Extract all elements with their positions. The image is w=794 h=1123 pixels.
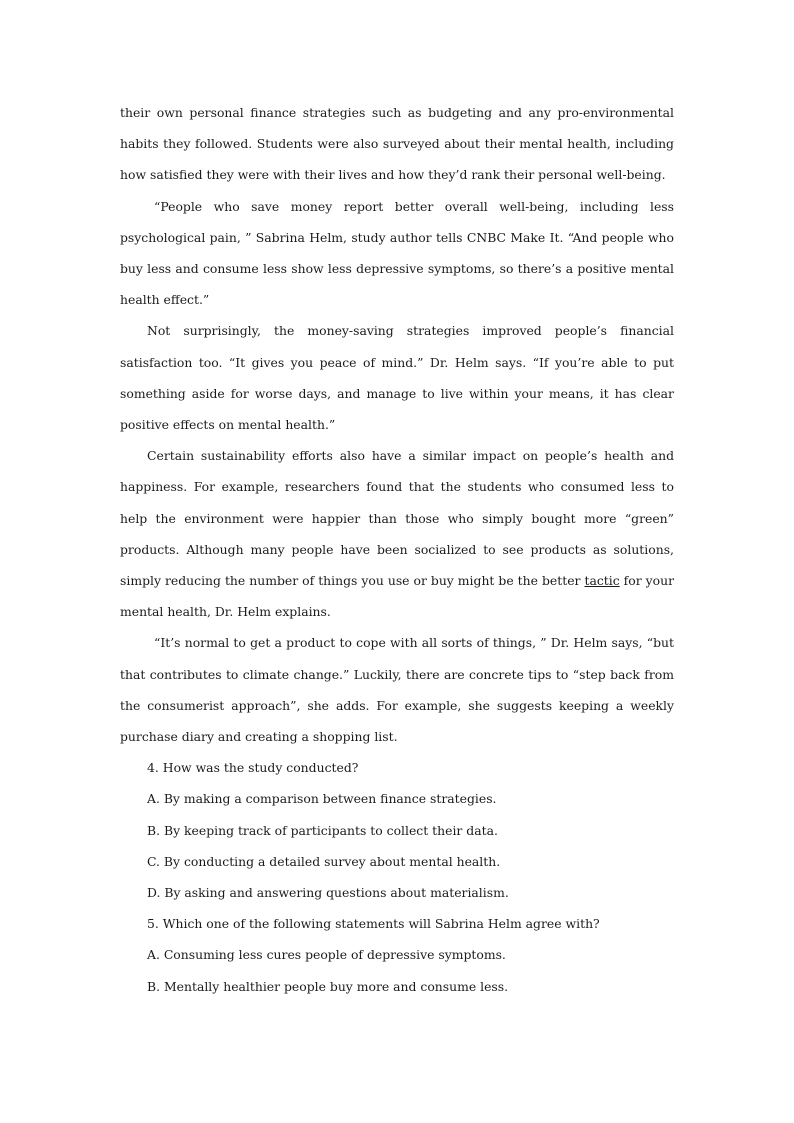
question-5 <box>120 908 674 1002</box>
paragraph-4 <box>120 440 674 627</box>
question-5-stem: 5. Which one of the following statements will Sabrina Helm agree with? <box>147 916 600 932</box>
reading-passage <box>120 97 674 1002</box>
paragraph-3: Not surprisingly, the money-saving strategies improved people’s financial satisfaction too. “It gives you peace of mind.” Dr. Helm says. “If you’re able to put something aside for worse days, and manage to live within your means, it has clear positive effects on mental health.” <box>120 323 674 433</box>
paragraph-4-text-start: Certain sustainability efforts also have a similar impact on people’s health and happiness. For example, researchers found that the students who consumed less to help the environment were happier than those who simply bought more “green” products. Although many people have been socialized to see products as solutions, simply reducing the number of things you use or buy might be the better <box>120 448 674 589</box>
paragraph-1: their own personal finance strategies such as budgeting and any pro-environmental habits they followed. Students were also surveyed about their mental health, including how satisfied they were with their lives and how they’d rank their personal well-being. <box>120 105 674 183</box>
underlined-word-tactic: tactic <box>584 573 620 589</box>
question-4-option-b: B. By keeping track of participants to collect their data. <box>147 822 498 838</box>
question-5-option-a: A. Consuming less cures people of depressive symptoms. <box>147 947 506 963</box>
question-4-option-a: A. By making a comparison between finance strategies. <box>147 791 497 807</box>
question-5-option-b: B. Mentally healthier people buy more and consume less. <box>147 978 509 994</box>
question-4 <box>120 752 674 908</box>
question-4-stem: 4. How was the study conducted? <box>147 760 359 776</box>
paragraph-2: “People who save money report better overall well-being, including less psychological pain, ” Sabrina Helm, study author tells CNBC Make It. “And people who buy less and consume less show less depressive symptoms, so there’s a positive mental health effect.” <box>120 198 674 308</box>
question-4-option-d: D. By asking and answering questions about materialism. <box>147 885 509 901</box>
paragraph-5: “It’s normal to get a product to cope with all sorts of things, ” Dr. Helm says, “but that contributes to climate change.” Luckily, there are concrete tips to “step back from the consumerist approach”, she adds. For example, she suggests keeping a weekly purchase diary and creating a shopping list. <box>120 635 674 745</box>
question-4-option-c: C. By conducting a detailed survey about mental health. <box>147 853 501 869</box>
paragraph-4-text-end: for your mental health, Dr. Helm explains. <box>120 573 674 620</box>
